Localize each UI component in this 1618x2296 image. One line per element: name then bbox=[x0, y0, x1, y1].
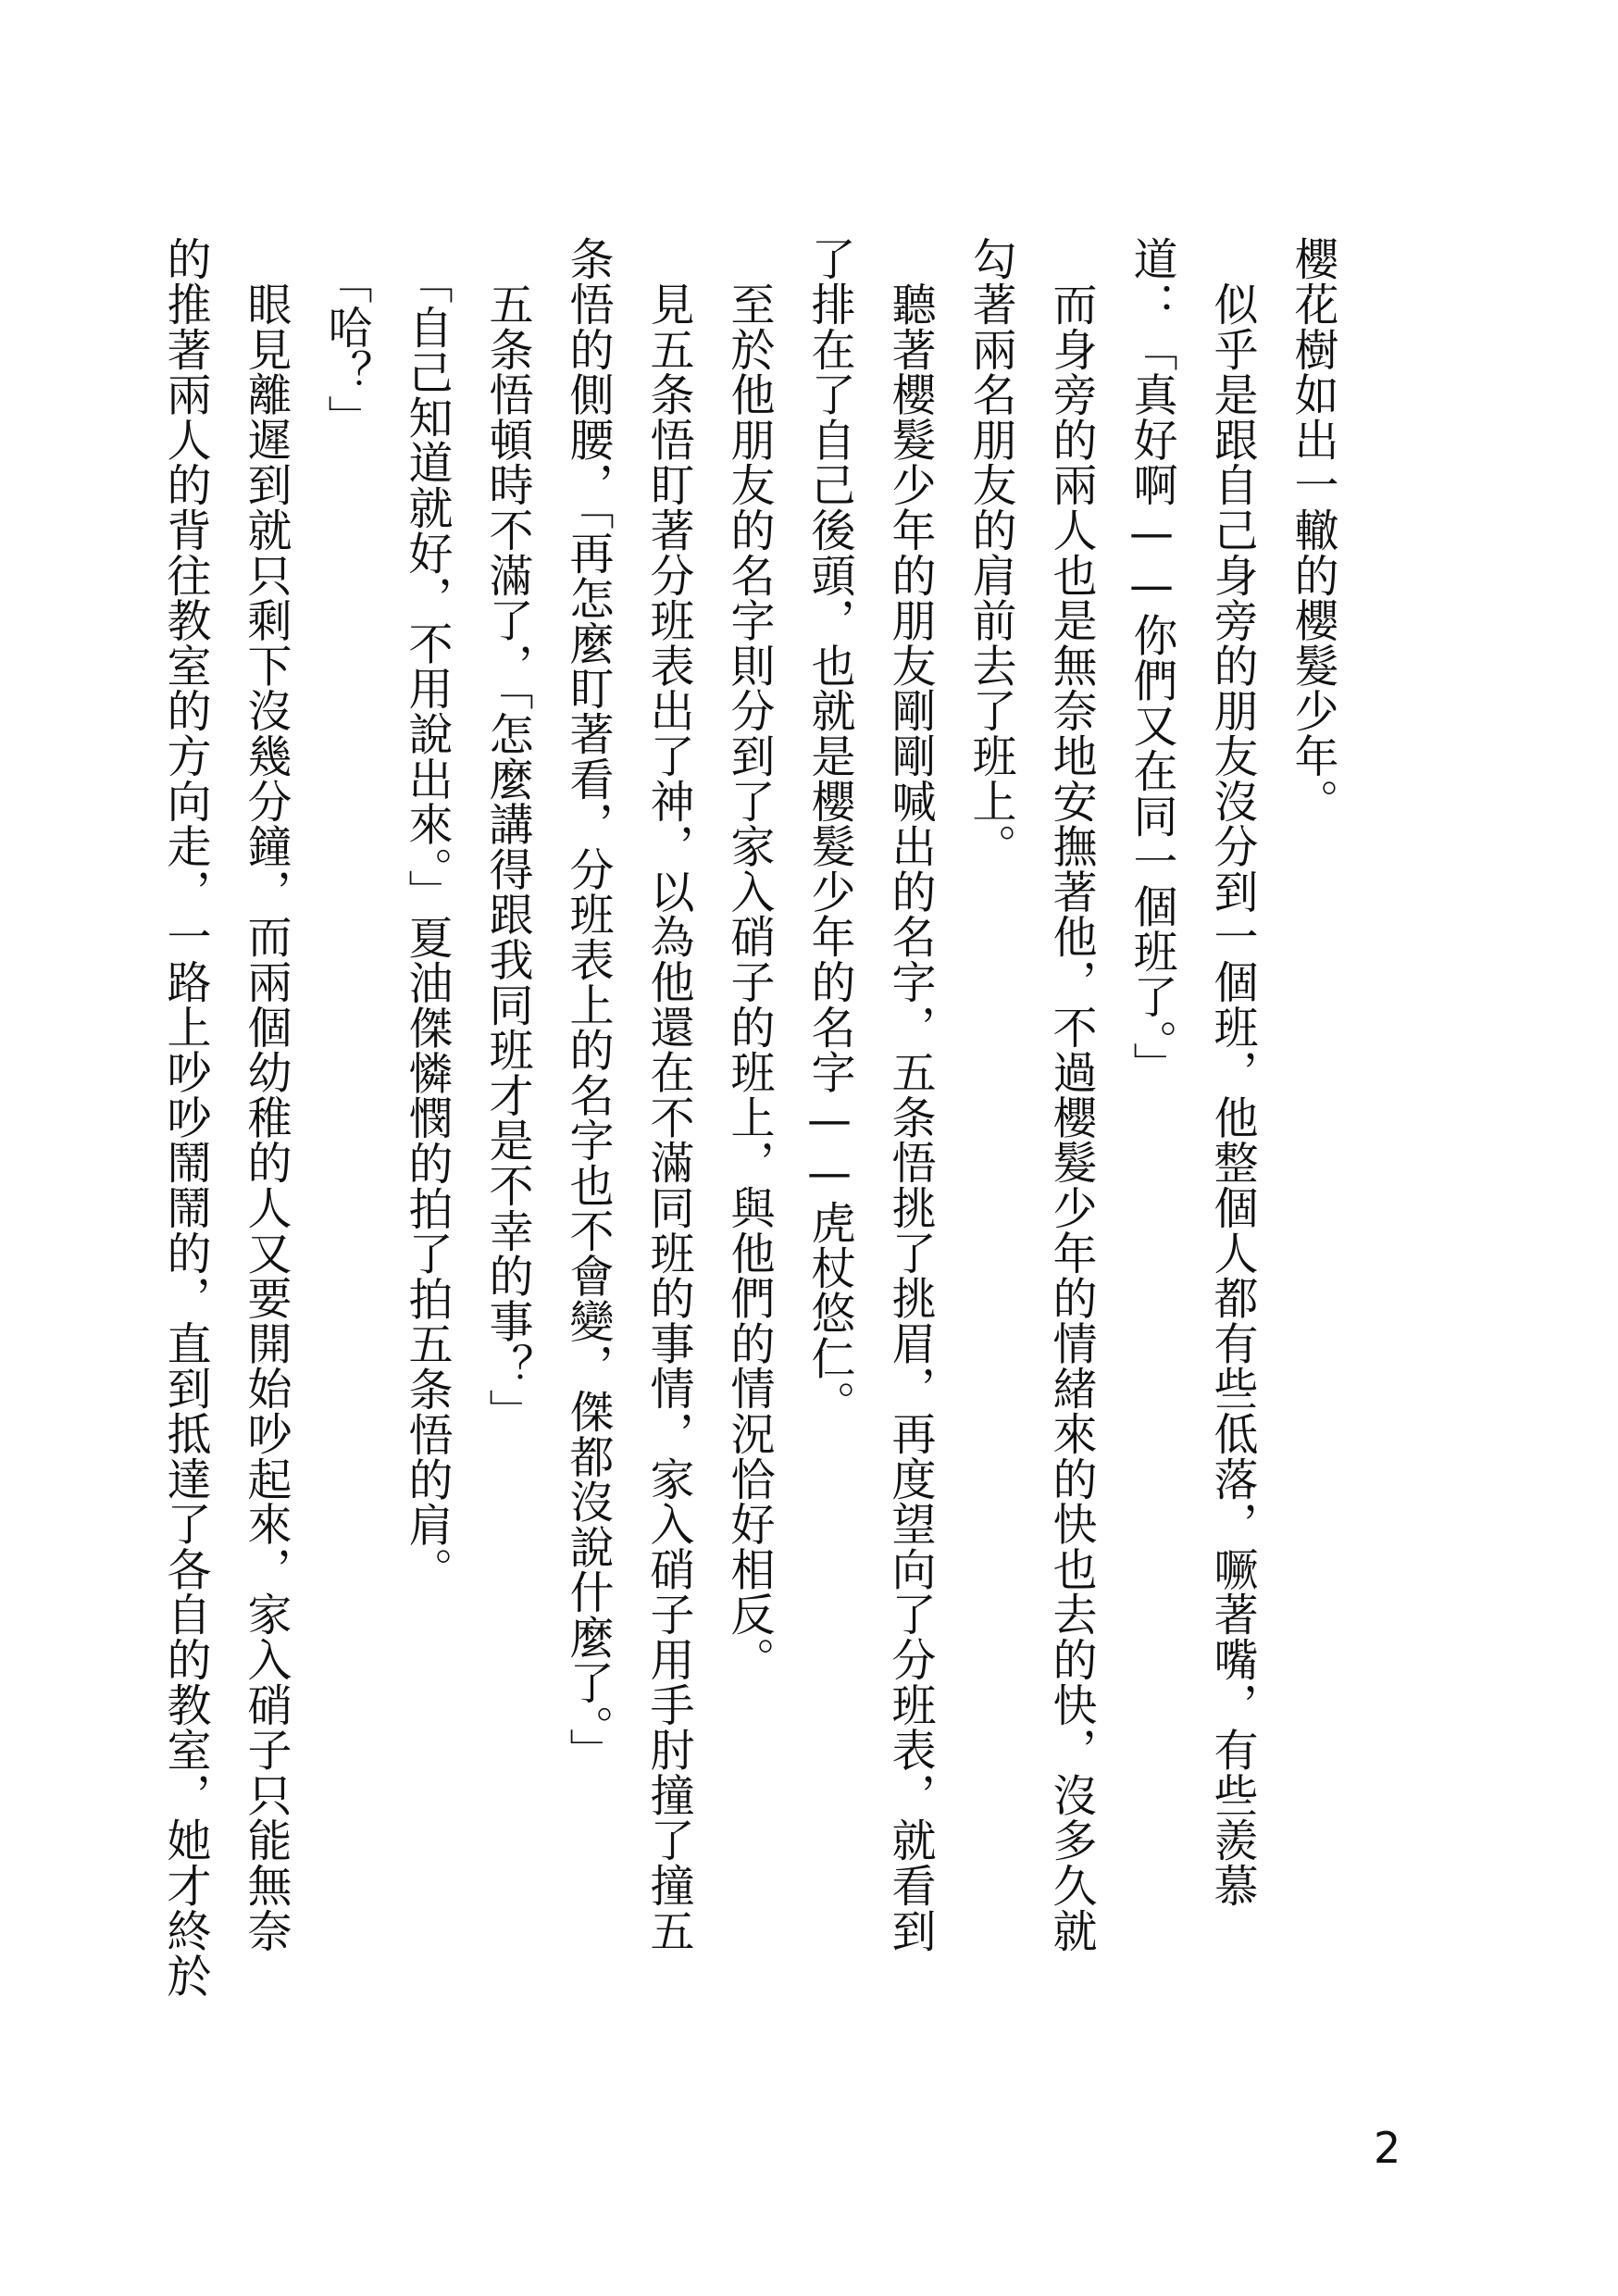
text-line-13: 「哈？」 bbox=[320, 236, 372, 440]
page-number: 2 bbox=[1374, 2123, 1401, 2173]
text-line-10: 条悟的側腰，「再怎麼盯著看，分班表上的名字也不會變，傑都沒說什麼了。」 bbox=[562, 236, 614, 1773]
text-line-4: 而身旁的兩人也是無奈地安撫著他，不過櫻髮少年的情緒來的快也去的快，沒多久就 bbox=[1045, 236, 1097, 1953]
text-line-11: 五条悟頓時不滿了，「怎麼講得跟我同班才是不幸的事？」 bbox=[481, 236, 533, 1434]
text-line-8: 至於他朋友的名字則分到了家入硝子的班上，與他們的情況恰好相反。 bbox=[723, 236, 775, 1682]
text-line-7: 了排在了自己後頭，也就是櫻髮少年的名字——虎杖悠仁。 bbox=[803, 236, 855, 1426]
text-line-3: 道：「真好啊——你們又在同一個班了。」 bbox=[1126, 236, 1177, 1088]
text-line-2: 似乎是跟自己身旁的朋友沒分到一個班，他整個人都有些低落，噘著嘴，有些羨慕 bbox=[1206, 236, 1258, 1908]
text-line-5: 勾著兩名朋友的肩前去了班上。 bbox=[965, 236, 1016, 869]
text-line-15: 的推著兩人的背往教室的方向走，一路上吵吵鬧鬧的，直到抵達了各自的教室，她才終於 bbox=[159, 236, 211, 1999]
text-line-14: 眼見離遲到就只剩下沒幾分鐘，而兩個幼稚的人又要開始吵起來，家入硝子只能無奈 bbox=[240, 236, 292, 1953]
text-line-9: 見五条悟盯著分班表出了神，以為他還在不滿同班的事情，家入硝子用手肘撞了撞五 bbox=[642, 236, 694, 1953]
text-line-12: 「自己知道就好，不用說出來。」夏油傑憐憫的拍了拍五条悟的肩。 bbox=[401, 236, 453, 1592]
text-line-1: 櫻花樹如出一轍的櫻髮少年。 bbox=[1287, 236, 1338, 824]
vertical-text-body bbox=[159, 236, 1340, 2097]
text-line-6: 聽著櫻髮少年的朋友剛剛喊出的名字，五条悟挑了挑眉，再度望向了分班表，就看到 bbox=[884, 236, 936, 1953]
